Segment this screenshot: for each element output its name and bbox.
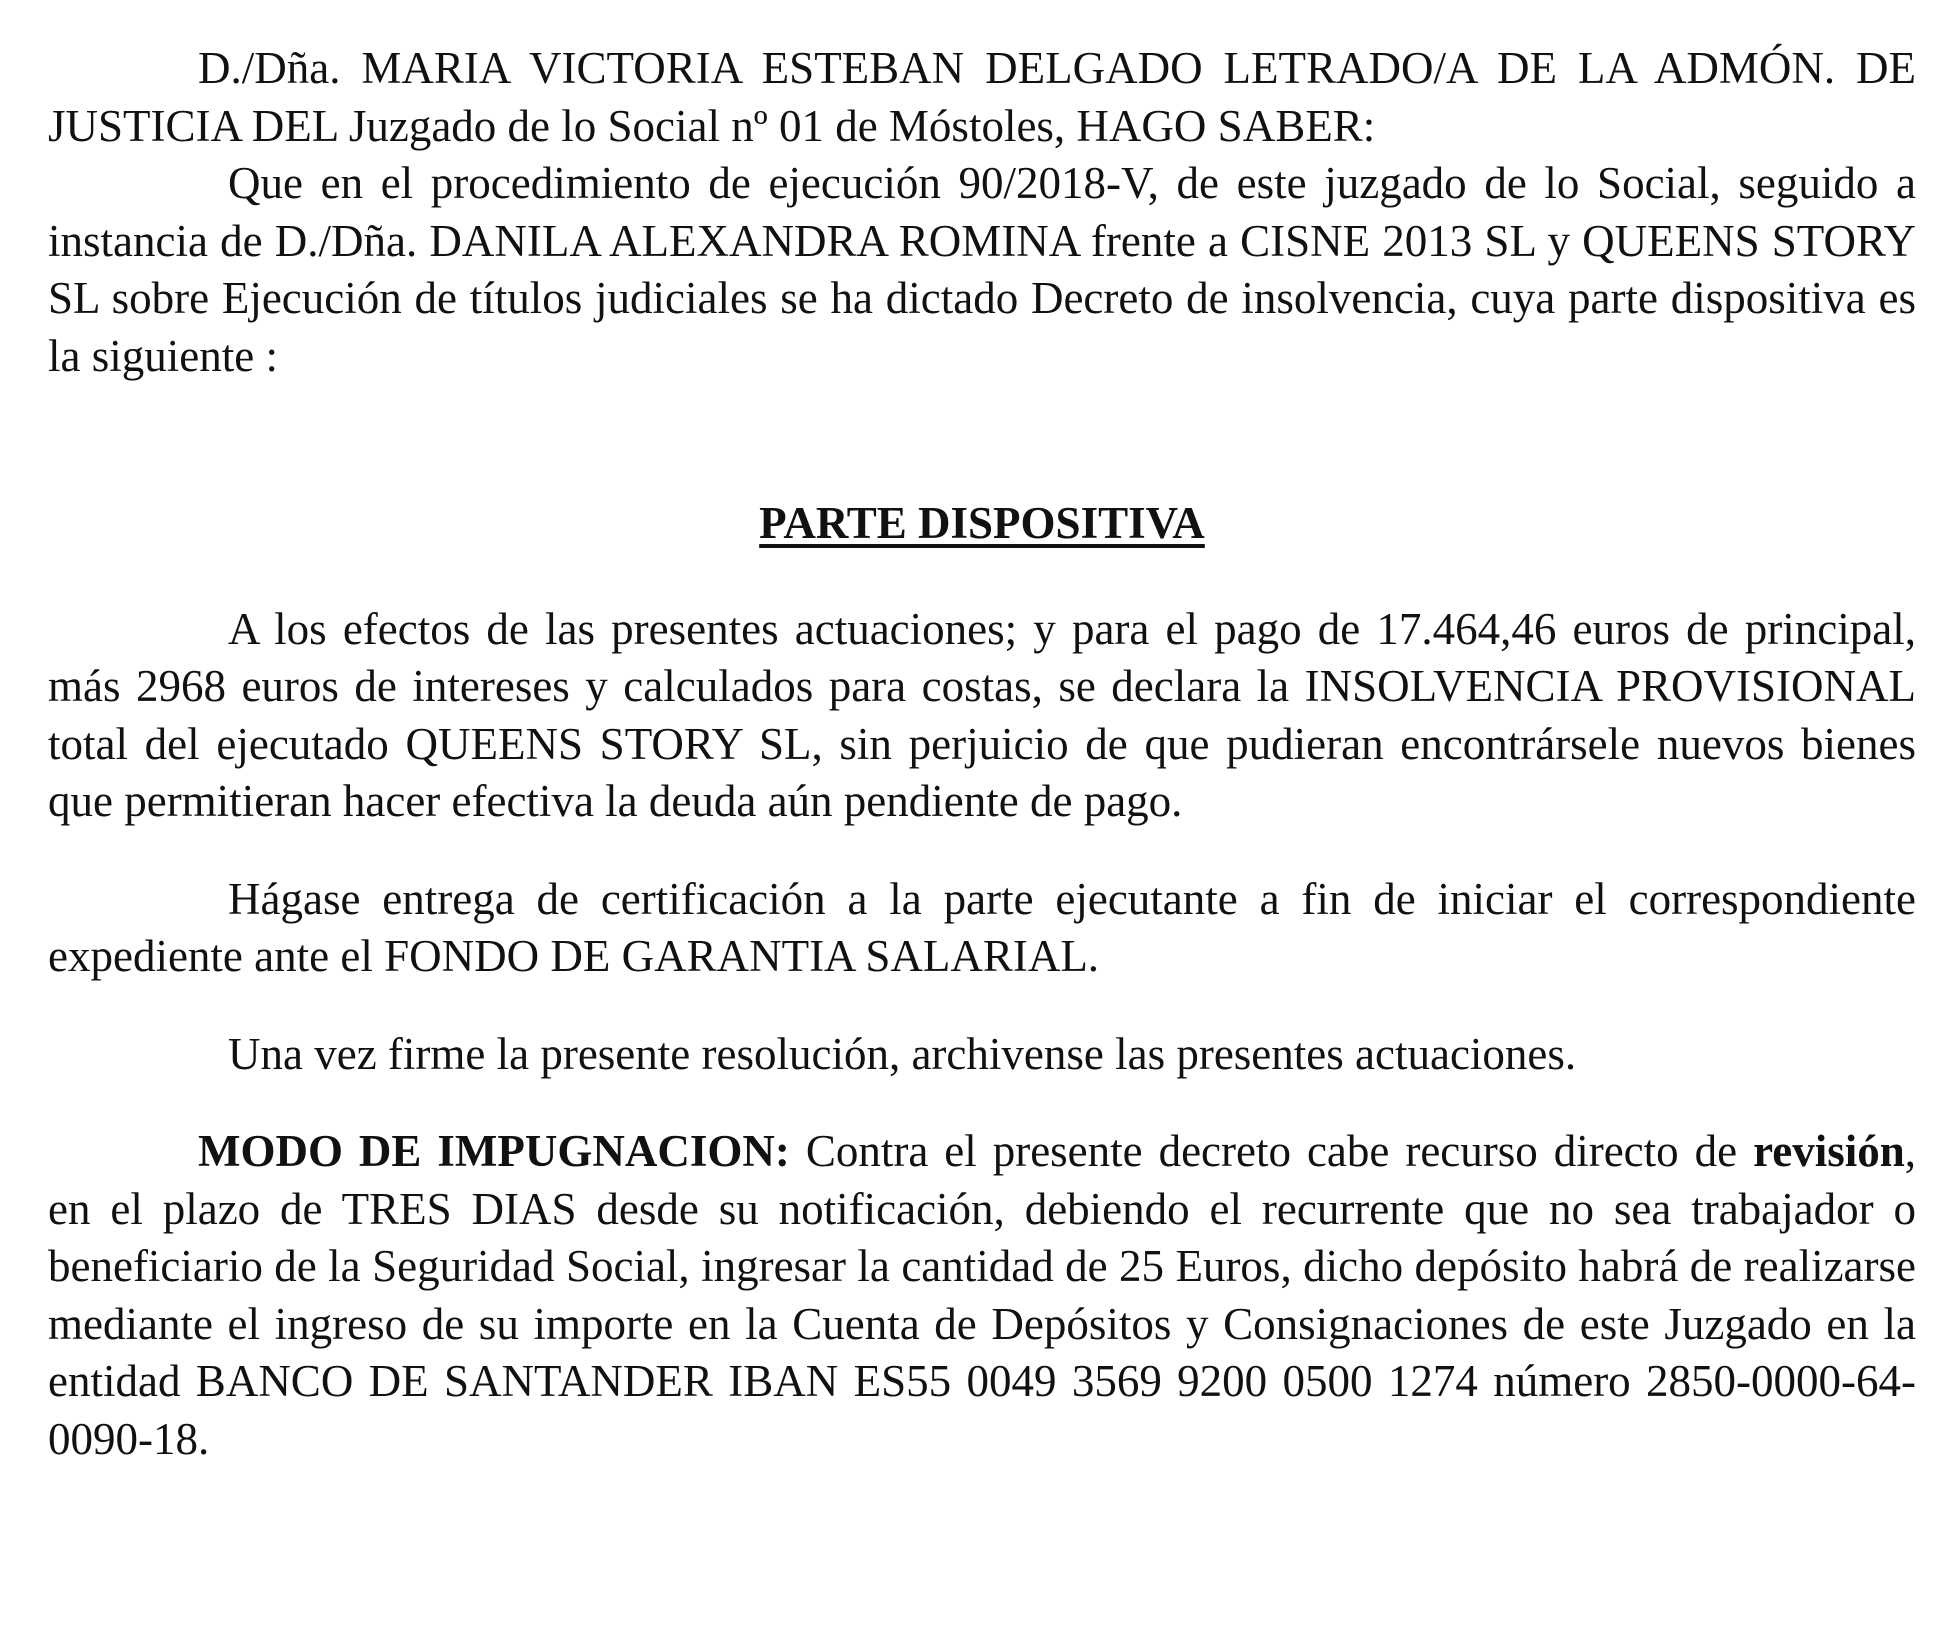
intro-paragraph: D./Dña. MARIA VICTORIA ESTEBAN DELGADO LETRADO/A DE LA ADMÓN. DE JUSTICIA DEL Juzgado de lo Social nº 01 de Móstoles, HAGO SABER: (48, 43, 1916, 151)
spacer (48, 986, 1916, 1026)
impugnacion-label: MODO DE IMPUGNACION: (198, 1126, 790, 1176)
procedure-paragraph: Que en el procedimiento de ejecución 90/2018-V, de este juzgado de lo Social, seguido a instancia de D./Dña. DANILA ALEXANDRA ROMINA frente a CISNE 2013 SL y QUEENS STORY SL sobre Ejecución de títulos judiciales se ha dictado Decreto de insolvencia, cuya parte dispositiva es la siguiente : (48, 158, 1916, 381)
spacer (48, 831, 1916, 871)
insolvency-paragraph: A los efectos de las presentes actuaciones; y para el pago de 17.464,46 euros de principal, más 2968 euros de intereses y calculados para costas, se declara la INSOLVENCIA PROVISIONAL total del ejecutado QUEENS STORY SL, sin perjuicio de que pudieran encontrársele nuevos bienes que permitieran hacer efectiva la deuda aún pendiente de pago. (48, 603, 1916, 826)
spacer (48, 1083, 1916, 1123)
archive-paragraph: Una vez firme la presente resolución, archivense las presentes actuaciones. (228, 1028, 1577, 1079)
impugnacion-paragraph (48, 1123, 1916, 1468)
spacer (48, 385, 1916, 495)
impugnacion-text-a: Contra el presente decreto cabe recurso directo de (789, 1126, 1754, 1176)
certification-paragraph: Hágase entrega de certificación a la parte ejecutante a fin de iniciar el correspondiente expediente ante el FONDO DE GARANTIA SALARIAL. (48, 873, 1916, 981)
document-page (48, 40, 1916, 1468)
revision-word: revisión (1753, 1126, 1905, 1176)
spacer (48, 553, 1916, 601)
impugnacion-text-b: , en el plazo de TRES DIAS desde su notificación, debiendo el recurrente que no sea trabajador o beneficiario de la Seguridad Social, ingresar la cantidad de 25 Euros, dicho depósito habrá de realizarse mediante el ingreso de su importe en la Cuenta de Depósitos y Consignaciones de este Juzgado en la entidad BANCO DE SANTANDER IBAN ES55 0049 3569 9200 0500 1274 número 2850-0000-64-0090-18. (48, 1126, 1916, 1464)
section-heading: PARTE DISPOSITIVA (759, 498, 1205, 548)
